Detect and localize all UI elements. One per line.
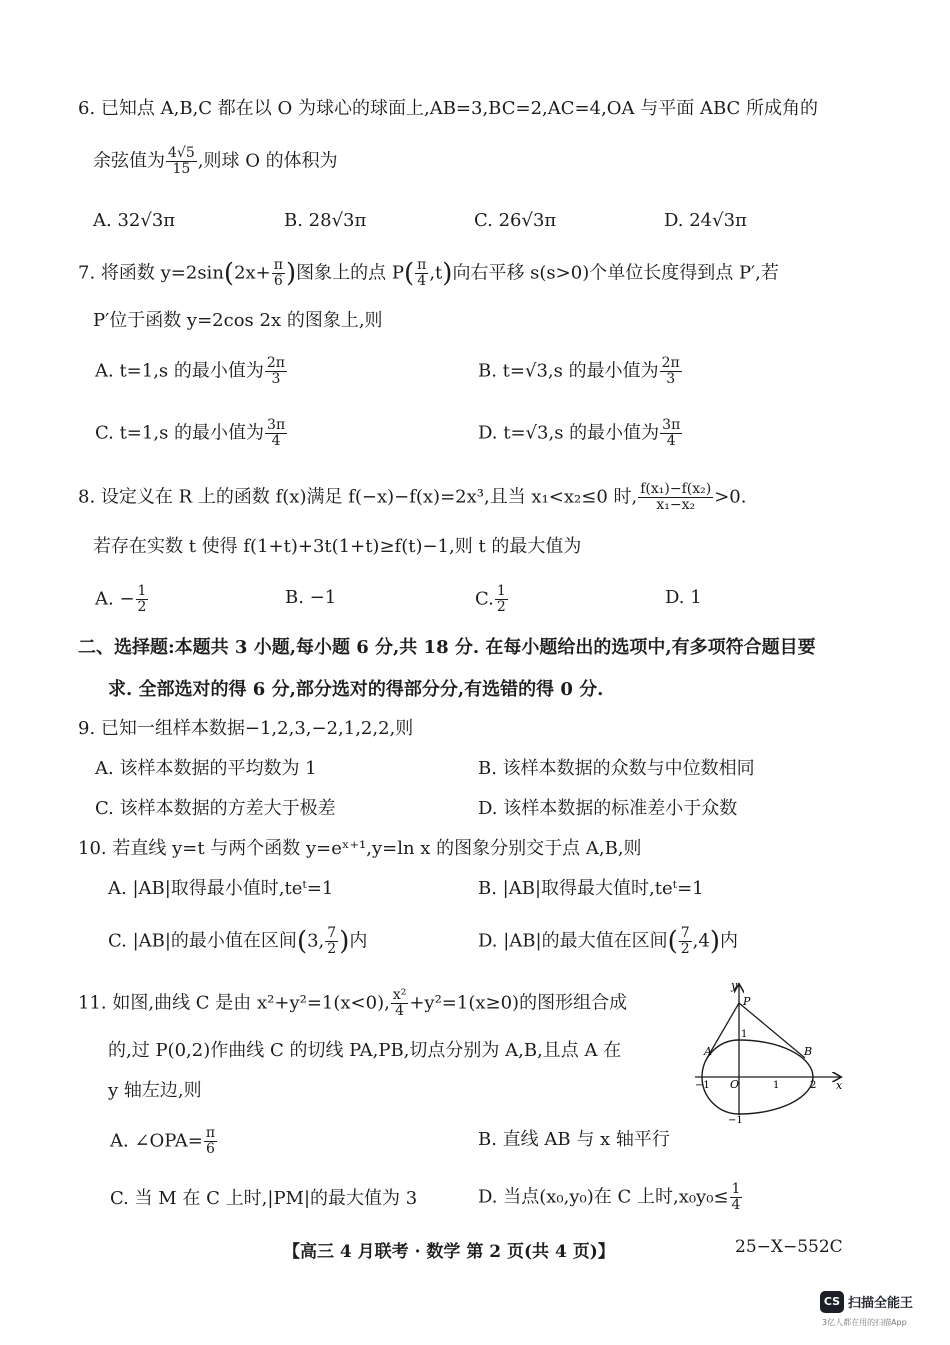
q9-stem: 9. 已知一组样本数据−1,2,3,−2,1,2,2,则	[78, 718, 414, 739]
label-p: P	[743, 995, 751, 1008]
q11-option-b: B. 直线 AB 与 x 轴平行	[478, 1129, 670, 1150]
q7-option-a: A. t=1,s 的最小值为 $\frac{2\pi}{3}$	[95, 355, 285, 387]
q7-stem-line2: P′位于函数 y=2cos 2x 的图象上,则	[93, 310, 383, 331]
label-x: x	[836, 1079, 843, 1092]
tick-1-y: 1	[741, 1029, 748, 1040]
q6-stem-line1: 6. 已知点 A,B,C 都在以 O 为球心的球面上,AB=3,BC=2,AC=4,OA 与平面 ABC 所成角的	[78, 98, 819, 119]
q6-fraction: $\frac{4√5}{15}$	[168, 145, 195, 177]
q10-stem: 10. 若直线 y=t 与两个函数 y=eˣ⁺¹,y=ln x 的图象分别交于点 A,B,则	[78, 838, 642, 859]
q8-option-b: B. −1	[285, 587, 337, 608]
q7-option-c: C. t=1,s 的最小值为 $\frac{3\pi}{4}$	[95, 417, 286, 449]
q10-option-b: B. |AB|取得最大值时,teᵗ=1	[478, 878, 704, 899]
q11-curve-figure	[690, 975, 850, 1125]
tick-neg1-y: −1	[728, 1115, 743, 1125]
q9-option-d: D. 该样本数据的标准差小于众数	[478, 798, 738, 819]
q11-stem-line3: y 轴左边,则	[108, 1080, 202, 1101]
tick-2-x: 2	[810, 1080, 817, 1091]
q8-option-d: D. 1	[665, 587, 702, 608]
exam-code: 25−X−552C	[735, 1237, 843, 1257]
tick-1-x: 1	[773, 1080, 780, 1091]
section2-heading-line1: 二、选择题:本题共 3 小题,每小题 6 分,共 18 分. 在每小题给出的选项中,有多项符合题目要	[78, 637, 816, 658]
q6-option-b: B. 28√3π	[284, 210, 367, 231]
q11-option-a: A. ∠OPA= $\frac{\pi}{6}$	[110, 1125, 216, 1157]
q6-stem-line2: 余弦值为 $\frac{4√5}{15}$ ,则球 O 的体积为	[93, 145, 338, 177]
q10-option-c: C. |AB|的最小值在区间(3, $\frac{7}{2}$ )内	[108, 925, 368, 957]
scanner-name: 扫描全能王	[848, 1296, 914, 1311]
q6-option-a: A. 32√3π	[93, 210, 176, 231]
q7-option-b: B. t=√3,s 的最小值为 $\frac{2\pi}{3}$	[478, 355, 680, 387]
q11-option-d: D. 当点(x₀,y₀)在 C 上时,x₀y₀≤ $\frac{1}{4}$	[478, 1181, 741, 1213]
q11-option-c: C. 当 M 在 C 上时,|PM|的最大值为 3	[110, 1188, 418, 1209]
tangent-pb	[739, 1003, 805, 1058]
q11-stem-line2: 的,过 P(0,2)作曲线 C 的切线 PA,PB,切点分别为 A,B,且点 A 在	[108, 1040, 622, 1061]
q7-option-d: D. t=√3,s 的最小值为 $\frac{3\pi}{4}$	[478, 417, 681, 449]
q10-option-d: D. |AB|的最大值在区间( $\frac{7}{2}$ ,4)内	[478, 925, 739, 957]
scanner-logo-icon: CS	[820, 1291, 844, 1313]
label-a: A	[704, 1045, 712, 1058]
q11-stem-line1: 11. 如图,曲线 C 是由 x²+y²=1(x<0), $\frac{\text{x²}}{4}$ +y²=1(x≥0)的图形组合成	[78, 987, 628, 1019]
q9-option-b: B. 该样本数据的众数与中位数相同	[478, 758, 755, 779]
section2-heading-line2: 求. 全部选对的得 6 分,部分选对的得部分分,有选错的得 0 分.	[108, 679, 604, 700]
scanner-watermark	[820, 1289, 945, 1329]
label-y: y	[731, 979, 738, 992]
q8-option-a: A. − $\frac{1}{2}$	[95, 583, 147, 615]
scanner-tagline: 3亿人都在用的扫描App	[822, 1318, 907, 1327]
q8-stem-line1: 8. 设定义在 R 上的函数 f(x)满足 f(−x)−f(x)=2x³,且当 x₁<x₂≤0 时, $\frac{\text{f(x₁)−f(x₂)}}{\text{x₁−x₂}}$ >0.	[78, 481, 747, 513]
q8-option-c: C. $\frac{1}{2}$	[475, 583, 506, 615]
q9-option-a: A. 该样本数据的平均数为 1	[95, 758, 317, 779]
q10-option-a: A. |AB|取得最小值时,teᵗ=1	[108, 878, 334, 899]
q6-option-d: D. 24√3π	[664, 210, 747, 231]
q6-option-c: C. 26√3π	[474, 210, 557, 231]
q8-stem-line2: 若存在实数 t 使得 f(1+t)+3t(1+t)≥f(t)−1,则 t 的最大值为	[93, 536, 582, 557]
page-footer: 【高三 4 月联考 · 数学 第 2 页(共 4 页)】	[283, 1242, 615, 1262]
tick-neg1-x: −1	[695, 1080, 710, 1091]
q9-option-c: C. 该样本数据的方差大于极差	[95, 798, 336, 819]
label-b: B	[804, 1045, 813, 1058]
q7-stem-line1: 7. 将函数 y=2sin(2x+ $\frac{\pi}{6}$ )图象上的点 P( $\frac{\pi}{4}$ ,t)向右平移 s(s>0)个单位长度得到点 P′,若	[78, 257, 779, 289]
label-o: O	[730, 1078, 740, 1091]
